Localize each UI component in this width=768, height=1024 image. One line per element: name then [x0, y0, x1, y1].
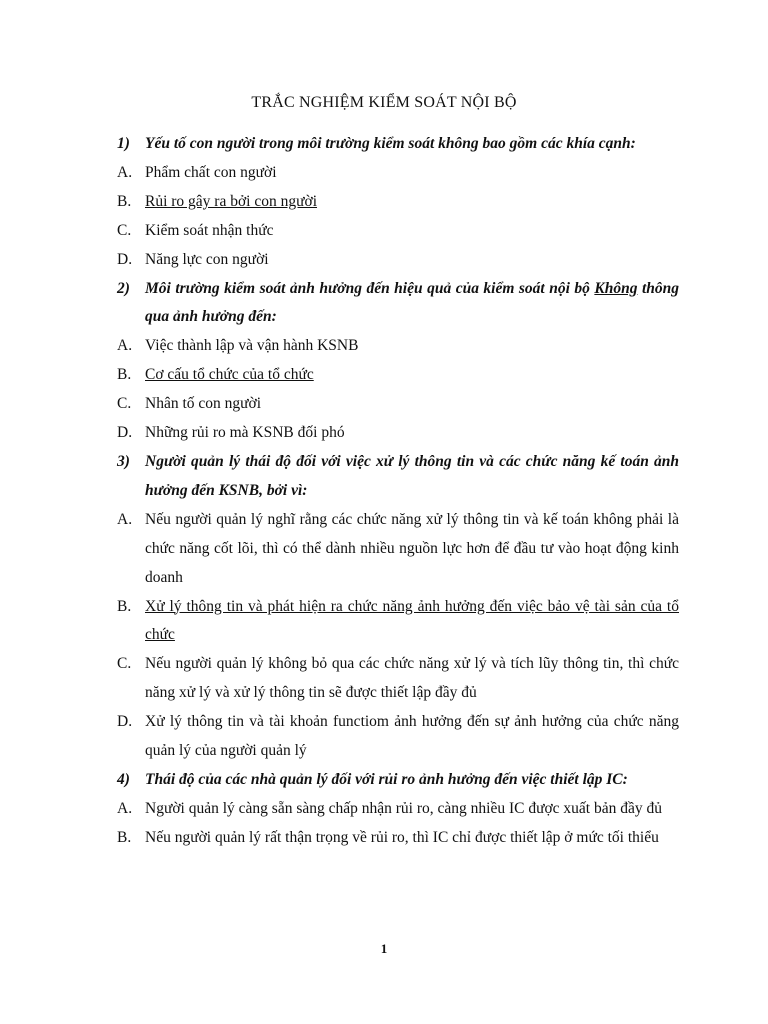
- question-text-continued: thông qua ảnh hưởng đến:: [145, 279, 679, 326]
- document-title: TRẮC NGHIỆM KIỂM SOÁT NỘI BỘ: [251, 94, 517, 111]
- question-number: 2): [117, 279, 130, 297]
- option-letter: D.: [117, 424, 133, 442]
- question-emphasis: Không: [594, 279, 638, 297]
- question-text: Thái độ của các nhà quản lý đối với rủi ro ảnh hưởng đến việc thiết lập IC:: [145, 770, 628, 788]
- option-text: Năng lực con người: [145, 250, 269, 268]
- option-text: Kiểm soát nhận thức: [145, 221, 274, 239]
- option-letter: B.: [117, 192, 132, 210]
- option-letter: B.: [117, 366, 132, 384]
- question-number: 4): [117, 770, 130, 788]
- option-4b: [117, 824, 679, 853]
- question-4: [117, 766, 679, 795]
- option-text-answer: Xử lý thông tin và phát hiện ra chức năng ảnh hưởng đến việc bảo vệ tài sản của tổ chức: [145, 597, 679, 644]
- option-text: Nếu người quản lý nghĩ rằng các chức năng xử lý thông tin và kế toán không phải là chức năng cốt lõi, thì có thể dành nhiều nguồn lực hơn để đầu tư vào hoạt động kinh doanh: [145, 510, 679, 586]
- option-text-answer: Rủi ro gây ra bởi con người: [145, 192, 318, 210]
- option-letter: C.: [117, 655, 132, 673]
- option-letter: A.: [117, 510, 133, 528]
- option-letter: B.: [117, 597, 132, 615]
- option-letter: A.: [117, 337, 133, 355]
- option-letter: C.: [117, 395, 132, 413]
- option-letter: A.: [117, 799, 133, 817]
- option-text: Việc thành lập và vận hành KSNB: [145, 337, 359, 355]
- question-1: [117, 130, 679, 159]
- option-letter: A.: [117, 163, 133, 181]
- option-text: Xử lý thông tin và tài khoản functiom ảnh hưởng đến sự ảnh hưởng của chức năng quản lý của người quản lý: [145, 713, 679, 760]
- option-3c: [117, 650, 679, 708]
- option-1b: [117, 188, 679, 217]
- option-3b: [117, 593, 679, 651]
- option-2d: [117, 419, 679, 448]
- option-1d: [117, 246, 679, 275]
- question-number: 3): [117, 452, 130, 470]
- question-text: Môi trường kiểm soát ảnh hưởng đến hiệu quả của kiểm soát nội bộ: [145, 279, 595, 297]
- option-text: Nếu người quản lý không bỏ qua các chức năng xử lý và tích lũy thông tin, thì chức năng xử lý và xử lý thông tin sẽ được thiết lập đầy đủ: [145, 655, 679, 702]
- option-text: Nhân tố con người: [145, 395, 262, 413]
- page-number: 1: [380, 941, 388, 956]
- option-1c: [117, 217, 679, 246]
- option-4a: [117, 795, 679, 824]
- question-2: [117, 275, 679, 333]
- question-3: [117, 448, 679, 506]
- option-letter: C.: [117, 221, 132, 239]
- question-text: Người quản lý thái độ đối với việc xử lý thông tin và các chức năng kế toán ảnh hưởng đến KSNB, bởi vì:: [145, 452, 679, 499]
- option-2a: [117, 332, 679, 361]
- question-text: Yếu tố con người trong môi trường kiểm soát không bao gồm các khía cạnh:: [145, 135, 636, 152]
- option-1a: [117, 159, 679, 188]
- option-text-answer: Cơ cấu tổ chức của tổ chức: [145, 366, 314, 384]
- question-list: [117, 130, 679, 853]
- option-2c: [117, 390, 679, 419]
- option-letter: D.: [117, 250, 133, 268]
- option-2b: [117, 361, 679, 390]
- question-number: 1): [117, 135, 130, 152]
- option-text: Phẩm chất con người: [145, 163, 277, 181]
- option-text: Những rủi ro mà KSNB đối phó: [145, 424, 345, 442]
- option-text: Nếu người quản lý rất thận trọng về rủi ro, thì IC chỉ được thiết lập ở mức tối thiểu: [145, 828, 659, 846]
- option-letter: D.: [117, 713, 133, 731]
- option-letter: B.: [117, 828, 132, 846]
- option-3d: [117, 708, 679, 766]
- option-3a: [117, 506, 679, 593]
- option-text: Người quản lý càng sẵn sàng chấp nhận rủi ro, càng nhiều IC được xuất bản đầy đủ: [145, 799, 663, 817]
